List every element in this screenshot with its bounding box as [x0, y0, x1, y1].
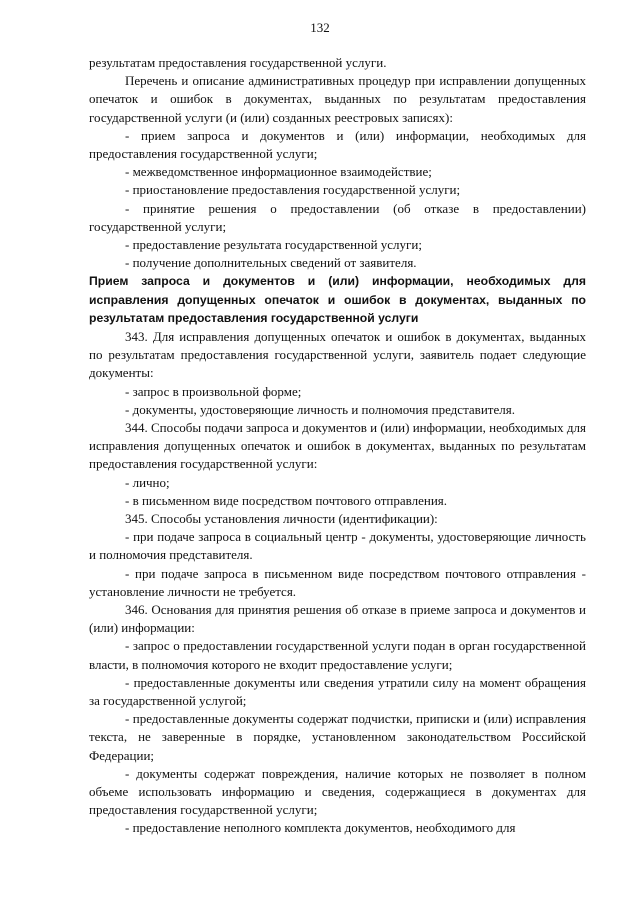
list-item: - документы содержат повреждения, наличие которых не позволяет в полном объеме использовать информацию и сведения, содержащиеся в документах для предоставления государственной услуги; — [89, 765, 586, 818]
list-item: - принятие решения о предоставлении (об отказе в предоставлении) государственной услуги; — [89, 200, 586, 234]
list-item: - предоставление результата государственной услуги; — [125, 237, 422, 253]
paragraph: 346. Основания для принятия решения об отказе в приеме запроса и документов и (или) информации: — [89, 601, 586, 636]
list-item: - приостановление предоставления государственной услуги; — [125, 182, 461, 198]
list-item: - при подаче запроса в письменном виде посредством почтового отправления - установление личности не требуется. — [89, 565, 586, 599]
list-item: - предоставленные документы содержат подчистки, приписки и (или) исправления текста, не заверенные в порядке, установленном законодательством Российской Федерации; — [89, 711, 586, 763]
list-item: - запрос в произвольной форме; — [125, 383, 302, 399]
list-item: - прием запроса и документов и (или) информации, необходимых для предоставления государственной услуги; — [89, 127, 586, 162]
list-item: - документы, удостоверяющие личность и полномочия представителя. — [125, 401, 515, 417]
document-body — [89, 54, 586, 838]
paragraph: 343. Для исправления допущенных опечаток и ошибок в документах, выданных по результатам предоставления государственной услуги, заявитель подает следующие документы: — [89, 328, 586, 381]
list-item: - предоставленные документы или сведения утратили силу на момент обращения за государственной услугой; — [89, 674, 586, 708]
list-item: - получение дополнительных сведений от заявителя. — [125, 255, 417, 271]
list-item: - запрос о предоставлении государственной услуги подан в орган государственной власти, в полномочия которого не входит предоставление услуги; — [89, 638, 586, 672]
paragraph: Перечень и описание административных процедур при исправлении допущенных опечаток и ошибок в документах, выданных по результатам предоставления государственной услуги (и (или) созданных реестровых записях): — [89, 73, 586, 125]
list-item: - при подаче запроса в социальный центр - документы, удостоверяющие личность и полномочия представителя. — [89, 529, 586, 563]
paragraph: 345. Способы установления личности (идентификации): — [125, 510, 438, 526]
list-item: - предоставление неполного комплекта документов, необходимого для — [125, 820, 516, 836]
paragraph: 344. Способы подачи запроса и документов и (или) информации, необходимых для исправления допущенных опечаток и ошибок в документах, выданных по результатам предоставления государственной услуги: — [89, 419, 586, 472]
list-item: - лично; — [125, 474, 170, 490]
list-item: - в письменном виде посредством почтового отправления. — [125, 492, 448, 508]
section-heading: Прием запроса и документов и (или) информации, необходимых для исправления допущенных опечаток и ошибок в документах, выданных по результатам предоставления государственной услуги — [89, 274, 586, 326]
page-number: 132 — [310, 20, 330, 35]
list-item: - межведомственное информационное взаимодействие; — [125, 164, 432, 180]
paragraph: результатам предоставления государственной услуги. — [89, 55, 387, 70]
